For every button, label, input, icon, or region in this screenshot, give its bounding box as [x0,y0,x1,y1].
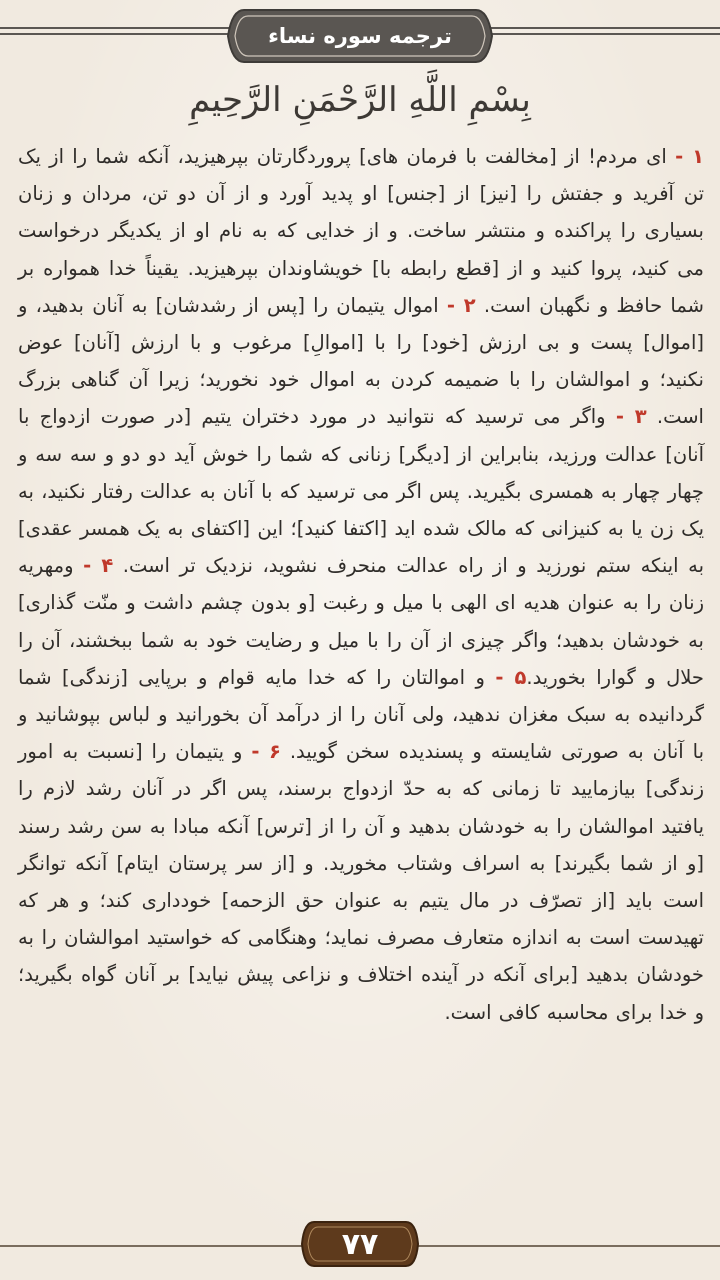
title-plaque [226,8,494,64]
verse-number-2: ۲ - [446,293,476,317]
verse-number-6: ۶ - [251,740,281,764]
page-title: ترجمه سوره نساء [268,24,452,48]
verse-number-5: ۵ - [495,665,527,689]
verse-number-3: ۳ - [615,405,647,429]
verse-text-5: و اموالتان را که خدا مایه قوام و برپایی [زندگی] شما گردانیده به سبک مغزان ندهید، ولی آنان را از درآمد آن بخورانید و لباس بپوشانید و با آنان به صورتی شایسته و پسندیده سخن گویید. [18,665,705,764]
verse-text-2: اموال یتیمان را [پس از رشدشان] به آنان بدهید، و [اموال] پست و بی ارزش [خود] را با [اموالِ] مرغوب و با ارزش [آنان] عوض نکنید؛ و اموالشان را با ضمیمه کردن به اموال خود نخورید؛ زیرا آن گناهی بزرگ است. [18,293,704,429]
page-number-badge [300,1218,420,1270]
verse-number-4: ۴ - [83,554,114,578]
verse-text-3: واگر می ترسید که نتوانید در مورد دختران یتیم [در صورت ازدواج با آنان] عدالت ورزید، بنابراین از [دیگر] زنانی که شما را خوش آید دو دو و سه سه و چهار چهار به همسری بگیرید. پس اگر می ترسید که با آنان به عدالت رفتار نکنید، به یک زن یا به کنیزانی که مالک شده اید [اکتفا کنید]؛ این [اکتفای به یک همسر عقدی] به اینکه ستم نورزید و از راه عدالت منحرف نشوید، نزدیک تر است. [18,405,704,578]
verse-number-1: ۱ - [675,145,704,168]
translation-text [18,138,704,1228]
verse-text-4: ومهریه زنان را به عنوان هدیه ای الهی با میل و رغبت [و بدون چشم داشت و منّت گذاری] به خودشان بدهید؛ واگر چیزی از آن را با میل و رضایت خود به شما ببخشند، آن را حلال و گوارا بخورید. [18,554,704,689]
page-number: ۷۷ [341,1226,379,1262]
verse-text-1: ای مردم! از [مخالفت با فرمان های] پروردگارتان بپرهیزید، آنکه شما را از یک تن آفرید و جفتش را [نیز] از [جنس] او پدید آورد و از آن دو تن، مردان و زنان بسیاری را پراکنده و منتشر ساخت. و از خدایی که به نام او از یکدیگر درخواست می کنید، پروا کنید و از [قطع رابطه با] خویشاوندان بپرهیزید. یقیناً خدا همواره بر شما حافظ و نگهبان است. [18,145,704,317]
verse-text-6: و یتیمان را [نسبت به امور زندگی] بیازمایید تا زمانی که به حدّ ازدواج برسند، پس اگر در آنان رشد لازم را یافتید اموالشان را به خودشان بدهید و آن را از [ترس] آنکه مبادا به سن رشد رسند [و از شما بگیرند] به اسراف وشتاب مخورید. و [از سر پرستان ایتام] آنکه توانگر است باید [از تصرّف در مال یتیم به عنوان حق الزحمه] خودداری کند؛ و هر که تهیدست است به اندازه متعارف مصرف نماید؛ وهنگامی که خواستید اموالشان را به خودشان بدهید [برای آنکه در آینده اختلاف و نزاعی پیش نیاید] بر آنان گواه بگیرید؛ و خدا برای محاسبه کافی است. [18,740,704,1024]
basmala: بِسْمِ اللَّهِ الرَّحْمَنِ الرَّحِيمِ [189,80,531,120]
header [0,0,720,80]
